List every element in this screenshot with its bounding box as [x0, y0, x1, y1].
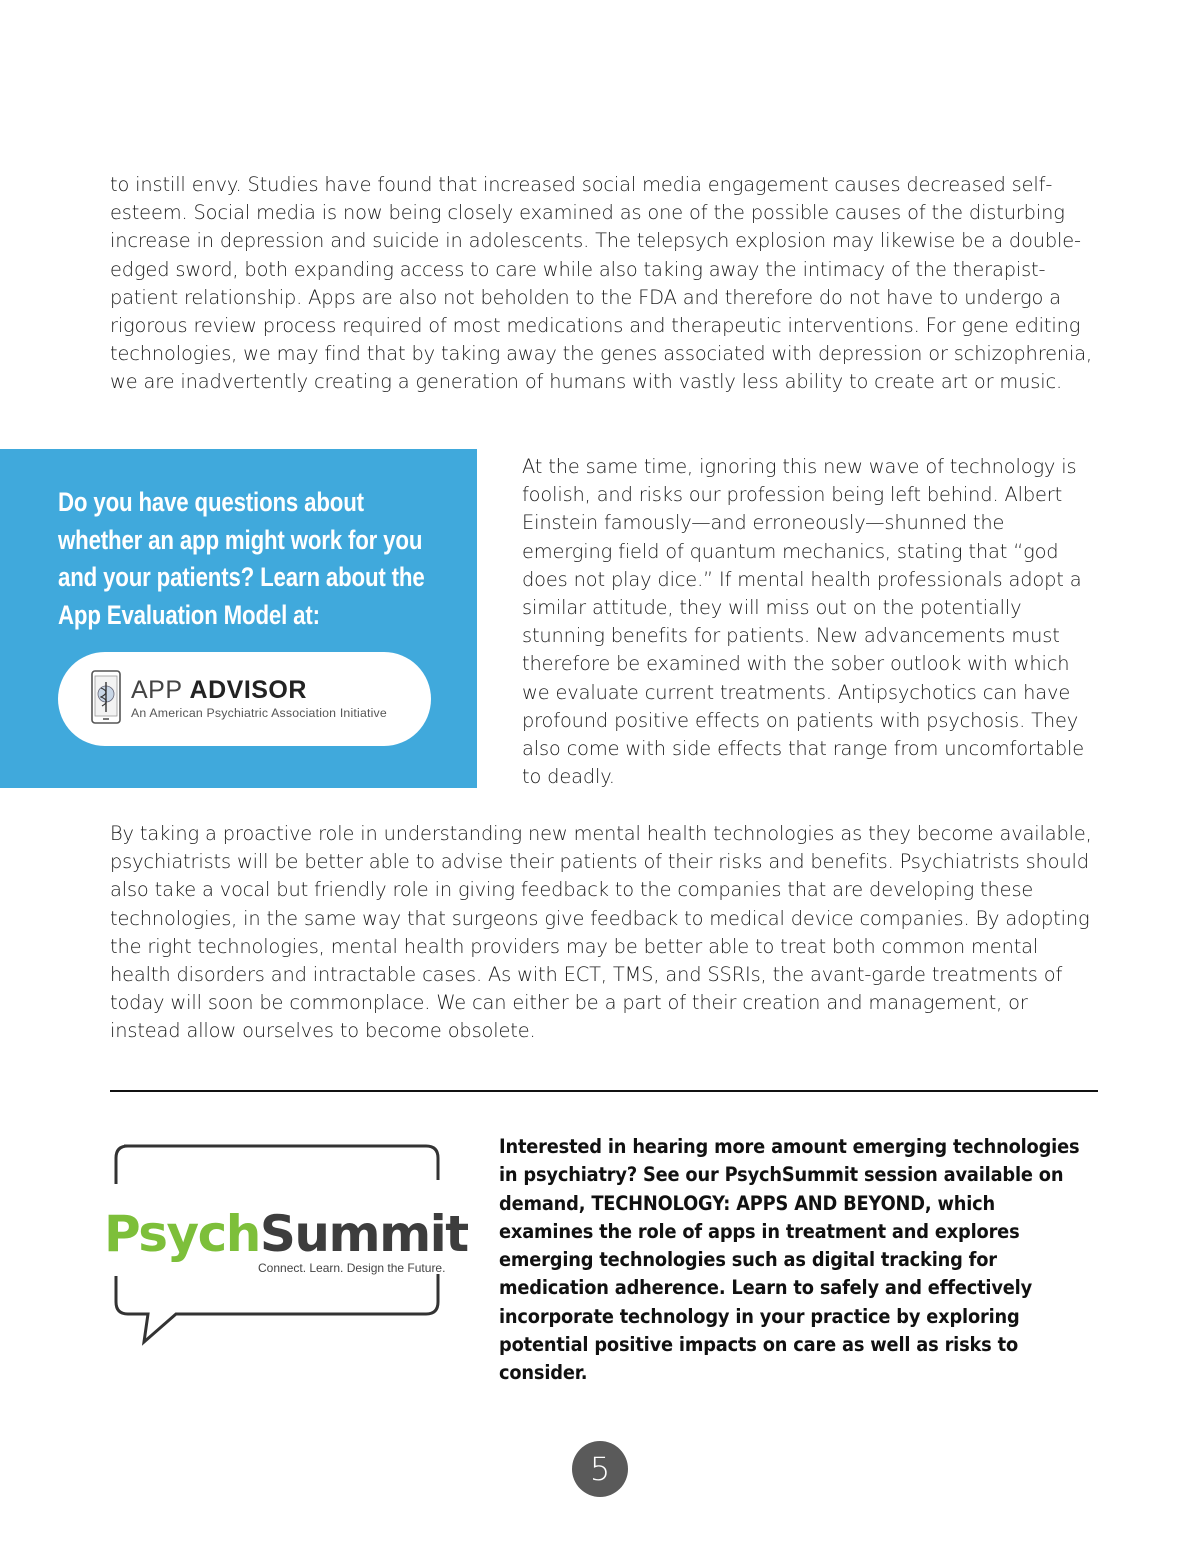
body-paragraph-1: to instill envy. Studies have found that increased social media engagement causes decreased self-esteem. Social media is now being closely examined as one of the possible causes of the disturbing increase in depression and suicide in adolescents. The telepsych explosion may likewise be a double-edged sword, both expanding access to care while also taking away the intimacy of the therapist-patient relationship. Apps are also not beholden to the FDA and therefore do not have to undergo a rigorous review process required of most medications and therapeutic interventions. For gene editing technologies, we may find that by taking away the genes associated with depression or schizophrenia, we are inadvertently creating a generation of humans with vastly less ability to create art or music.	[110, 173, 1092, 394]
app-advisor-subtitle: An American Psychiatric Association Initiative	[131, 706, 387, 720]
app-advisor-brand-bold: ADVISOR	[189, 676, 307, 704]
phone-with-staff-icon	[90, 670, 122, 724]
psychsummit-promo-text: Interested in hearing more amount emerging technologies in psychiatry? See our PsychSummit session available on demand, TECHNOLOGY: APPS AND BEYOND, which examines the role of apps in treatment and explores emerging technologies such as digital tracking for medication adherence. Learn to safely and effectively incorporate technology in your practice by exploring potential positive impacts on care as well as risks to consider.	[499, 1135, 1080, 1385]
psychsummit-word-green: Psych	[104, 1205, 260, 1263]
page-number: 5	[572, 1441, 628, 1497]
callout-heading: Do you have questions about whether an app might work for you and your patients? Learn about the App Evaluation Model at:	[58, 487, 425, 630]
app-advisor-brand	[131, 676, 307, 705]
body-paragraph-3: By taking a proactive role in understanding new mental health technologies as they become available, psychiatrists will be better able to advise their patients of their risks and benefits. Psychiatrists should also take a vocal but friendly role in giving feedback to the companies that are developing these technologies, in the same way that surgeons give feedback to medical device companies. By adopting the right technologies, mental health providers may be better able to treat both common mental health disorders and intractable cases. As with ECT, TMS, and SSRIs, the avant-garde treatments of today will soon be commonplace. We can either be a part of their creation and management, or instead allow ourselves to become obsolete.	[110, 822, 1092, 1043]
psychsummit-wordmark	[104, 1204, 468, 1264]
psychsummit-word-dark: Summit	[259, 1205, 468, 1263]
app-advisor-brand-light: APP	[131, 676, 183, 704]
body-paragraph-2: At the same time, ignoring this new wave of technology is foolish, and risks our profession being left behind. Albert Einstein famously—and erroneously—shunned the emerging field of quantum mechanics, stating that “god does not play dice.” If mental health professionals adopt a similar attitude, they will miss out on the potentially stunning benefits for patients. New advancements must therefore be examined with the sober outlook with which we evaluate current treatments. Antipsychotics can have profound positive effects on patients with psychosis. They also come with side effects that range from uncomfortable to deadly.	[522, 455, 1085, 789]
section-divider	[110, 1090, 1098, 1092]
psychsummit-tagline: Connect. Learn. Design the Future.	[258, 1261, 446, 1275]
